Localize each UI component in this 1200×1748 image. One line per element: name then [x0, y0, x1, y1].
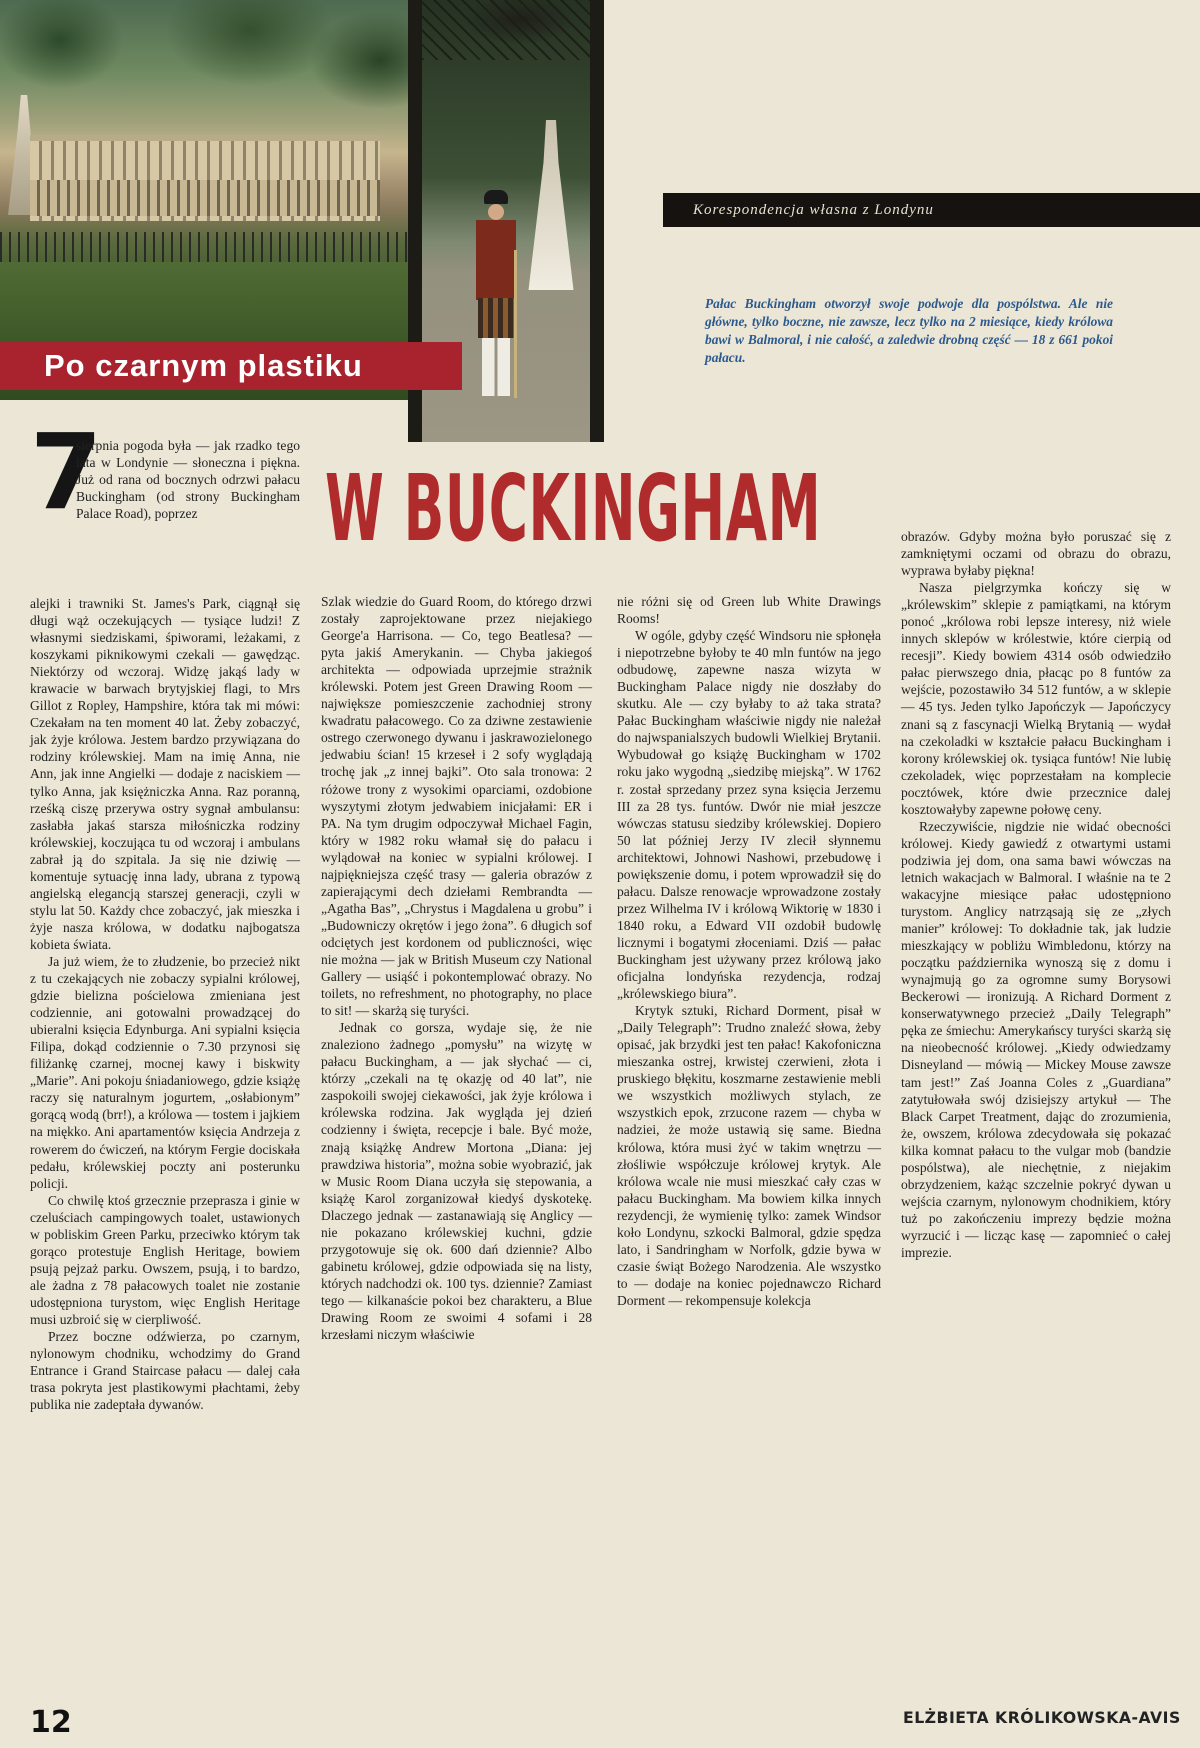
paragraph: Jednak co gorsza, wydaje się, że nie znaleziono żadnego „pomysłu” na wizytę w pałacu Buckingham, a — jak słychać — ci, którzy „czekali na tę okazję od 40 lat”, nie zaspokoili swojej ciekawości, jak żyje królowa i królewska rodzina. Jak wygląda jej dzień codzienny i święta, recepcje i bale. Być może, znają książkę Andrew Mortona „Diana: jej prawdziwa historia”, można sobie wyobrazić, jak w Music Room Diana uczyła się stepowania, a książę Karol zorganizował kiedyś dyskotekę. Dlaczego jednak — zastanawiają się Anglicy — nie pokazano królewskiej kuchni, gdzie przygotowuje się ok. 600 dań dziennie? Albo gabinetu królowej, gdzie odpowiada się na listy, których nadchodzi ok. 100 tys. dziennie? Zamiast tego — kilkanaście pokoi bez charakteru, a Blue Drawing Room ze swoimi 4 sofami i 28 krzesłami niczym właściwie: [321, 1020, 592, 1343]
column-4: [901, 528, 1171, 1261]
drop-cap: 7: [30, 411, 103, 533]
article-headline: W BUCKINGHAM: [325, 455, 822, 562]
column-1: [30, 595, 300, 1413]
correspondence-label: Korespondencja własna z Londynu: [663, 193, 1200, 227]
column-3: [617, 593, 881, 1309]
article-lead: Pałac Buckingham otworzył swoje podwoje dla pospólstwa. Ale nie główne, tylko boczne, nie zawsze, lecz tylko na 2 miesiące, kiedy królowa bawi w Balmoral, i nie całość, a zaledwie drobną część — 18 z 661 pokoi pałacu.: [705, 296, 1113, 365]
photo-trees: [0, 0, 408, 130]
paragraph: alejki i trawniki St. James's Park, ciągnął się długi wąż oczekujących — tysiące ludzi! Z własnymi siedziskami, śpiworami, leżakami, z koszykami piknikowymi czekali — gawędząc. Niektórzy od wczoraj. Widzę jakąś lady w krawacie w barwach brytyjskiej flagi, to Mrs Gillot z Ropley, Hampshire, która tak mi mówi: Czekałam na ten moment 40 lat. Żeby zobaczyć, jak żyje królowa. Jestem bardzo przywiązana do rodziny królewskiej. Mam na imię Anna, nie Ann, jak inne Angielki — dodaje z naciskiem — tylko Anna, jak księżniczka Anna. Raz poranną, rześką ciszę przerywa ostry sygnał ambulansu: zasłabła jakaś starsza miłośniczka rodziny królewskiej, koczująca tu od wczoraj i ambulans zabrał ją do szpitala. Ja się nie dziwię — komentuje sytuację inna lady, ubrana z typową angielską elegancją starszej generacji, czyli w stylu lat 50. Każdy chce zobaczyć, jak mieszka i żyje nasza królowa, w dodatku najbogatsza kobieta świata.: [30, 596, 300, 952]
paragraph: Nasza pielgrzymka kończy się w „królewskim” sklepie z pamiątkami, na którym ponoć „królowa robi lepsze interesy, niż wiele innych sklepów w królestwie, które cierpią od recesji”. Kiedy bowiem 4314 osób odwiedziło pałac pierwszego dnia, płacąc po 8 funtów za wejście, pozostawiło 34 512 funtów, a w sklepie — 45 tys. Jeden tylko Japończyk — Japończycy znani są z fascynacji Wielką Brytanią — wydał na czekoladki w kształcie pałacu Buckingham i korony królewskiej ok. tysiąca funtów! Nie lubię czekoladek, więc poprzestałam na komplecie pocztówek, które dwie przecznice dalej kosztowałyby zapewne połowę ceny.: [901, 580, 1171, 817]
paragraph: nie różni się od Green lub White Drawings Rooms!: [617, 594, 881, 627]
page-number: 12: [30, 1705, 72, 1740]
photo-buckingham-palace: [0, 0, 408, 400]
paragraph: Krytyk sztuki, Richard Dorment, pisał w „Daily Telegraph”: Trudno znaleźć słowa, żeby opisać, jak brzydki jest ten pałac! Kakofoniczna mieszanka ostrej, krwistej czerwieni, złota i pruskiego błękitu, koszmarne zestawienie mebli we wszystkich możliwych stylach, ze wszystkich epok, zrzucone razem — chyba w nadziei, że może ustawią się same. Biedna królowa, która musi żyć w takim wnętrzu — złośliwie współczuje królowej krytyk. Ale królowa wcale nie musi mieszkać cały czas w pałacu Buckingham. Ma bowiem kilka innych rezydencji, że wymienię tylko: zamek Windsor koło Londynu, szkocki Balmoral, gdzie spędza lato, i Sandringham w Norfolk, gdzie bywa w czasie świąt Bożego Narodzenia. Ale wszystko to — dodaje na koniec pojednawczo Richard Dorment — rekompensuje kolekcja: [617, 1003, 881, 1308]
paragraph: Przez boczne odźwierza, po czarnym, nylonowym chodniku, wchodzimy do Grand Entrance i Grand Staircase pałacu — dalej cała trasa pokryta jest plastikowymi płachtami, żeby publika nie zadeptała dywanów.: [30, 1329, 300, 1413]
paragraph: Szlak wiedzie do Guard Room, do którego drzwi zostały zaprojektowane przez niejakiego George'a Harrisona. — Co, tego Beatlesa? — pyta jakiś Amerykanin. — Chyba jakiegoś architekta — odpowiada uprzejmie strażnik królewski. Potem jest Green Drawing Room — największe pomieszczenie zachodniej strony kwadratu pałacowego. Co za dziwne zestawienie ostrego czerwonego dywanu i jaskrawozielonego jedwabiu ścian! 15 krzeseł i 2 sofy wyglądają trochę jak „z innej bajki”. Oto sala tronowa: 2 różowe trony z wysokimi oparciami, ozdobione wyszytymi złotym jedwabiem inicjałami: ER i PA. Na tym drugim odpoczywał Michael Fagin, który w 1982 roku włamał się do pałacu i wylądował na koniec w sypialni królowej. I najpiękniejsza część trasy — galeria obrazów z zapierającymi dech dziełami Rembrandta — „Agatha Bas”, „Chrystus i Magdalena u grobu” i „Budowniczy okrętów i jego żona”. 6 długich sof odciętych jest kordonem od publiczności, więc nie można — jak w British Museum czy National Gallery — usiąść i pokontemplować obrazy. No toilets, no refreshment, no photography, no place to sit! — skarżą się turyści.: [321, 594, 592, 1019]
author-byline: ELŻBIETA KRÓLIKOWSKA-AVIS: [903, 1708, 1181, 1727]
paragraph: Co chwilę ktoś grzecznie przeprasza i ginie w czeluściach campingowych toalet, ustawionych w pobliskim Green Parku, przeciwko którym tak gorąco protestuje English Heritage, bowiem psują pejzaż parku. Owszem, psują, i to bardzo, ale żadna z 78 pałacowych toalet nie zostanie udostępniona turystom, więc English Heritage musi uzbroić się w cierpliwość.: [30, 1192, 300, 1327]
paragraph: sierpnia pogoda była — jak rzadko tego lata w Londynie — słoneczna i piękna. Już od rana od bocznych odrzwi pałacu Buckingham (od strony Buckingham Palace Road), poprzez: [76, 438, 300, 522]
photo-palace-windows: [30, 180, 380, 216]
column-2: [321, 593, 592, 1343]
photo-fence: [0, 232, 408, 262]
paragraph: Rzeczywiście, nigdzie nie widać obecności królowej. Kiedy gawiedź z otwartymi ustami podziwia jej dom, ona sama bawi wówczas na letnich wakacjach w Balmoral. I właśnie na te 2 wakacyjne miesiące pałac udostępniono turystom. Anglicy natrząsają się ze „złych manier” królowej: To dokładnie tak, jak ludzie mieszkający w pobliżu Wimbledonu, którzy na początku października wynoszą się z domu i wynajmują go za ogromne sumy Borysowi Beckerowi — ironizują. A Richard Dorment z konserwatywnego przecież „Daily Telegraph” pęka ze śmiechu: Amerykańscy turyści skarżą się na nieobecność królowej. „Kiedy odwiedzamy Disneyland — mówią — Mickey Mouse zawsze tam jest!” Zaś Joanna Coles z „Guardiana” zatytułowała swój dzisiejszy artykuł — The Black Carpet Treatment, dając do zrozumienia, że, owszem, królowa zdecydowała się pokazać kilka komnat pałacu to the vulgar mob (bandzie pospólstwa), ale niechętnie, z niejakim obrzydzeniem, każąc szczelnie pokryć dywan u wejścia czarnym, nylonowym chodnikiem, który tuż po zakończeniu imprezy będzie można wyrzucić i — licząc kasę — zapomnieć o całej imprezie.: [901, 818, 1171, 1260]
article-title: Po czarnym plastiku: [0, 342, 462, 390]
photo-guard-figure: [474, 190, 518, 400]
paragraph: Ja już wiem, że to złudzenie, bo przecież nikt z tu czekających nie zobaczy sypialni królowej, gdzie bielizna pościelowa zmieniana jest codziennie, ani gotowalni prowadzącej do ubieralni księcia Edynburga. Ani sypialni księcia Filipa, dokąd codziennie o 7.30 przynosi się filiżankę czarnej, mocnej kawy i biskwity „Marie”. Ani pokoju śniadaniowego, gdzie książę raczy się naturalnym jogurtem, „osłabionym” gorącą wodą (brr!), a królowa — tostem i jajkiem na miękko. Ani apartamentów księcia Andrzeja z rowerem do ćwiczeń, na którym Fergie dociskała pedału, królewskiej poczty ani posterunku policji.: [30, 953, 300, 1191]
paragraph: obrazów. Gdyby można było poruszać się z zamkniętymi oczami od obrazu do obrazu, wyprawa byłaby piękna!: [901, 529, 1171, 579]
column-1-intro: [76, 437, 300, 522]
paragraph: W ogóle, gdyby część Windsoru nie spłonęła i niepotrzebne byłoby te 40 mln funtów na jego odbudowę, zapewne nasza wizyta w Buckingham Palace nigdy nie doszłaby do skutku. Ale — czy byłaby to aż taka strata? Pałac Buckingham właściwie nigdy nie należał do najwspanialszych budowli Wielkiej Brytanii. Wybudował go książę Buckingham w 1702 roku jako wygodną „siedzibę miejską”. W 1762 r. został sprzedany przez syna księcia Jerzemu III za 28 tys. funtów. Dwór nie miał jeszcze wówczas statusu siedziby królewskiej. Dopiero 50 lat później Jerzy IV zlecił słynnemu architektowi, Johnowi Nashowi, przebudowę i powiększenie domu, i potem wprowadził się do pałacu. Dalsze renowacje wprowadzone zostały przez Wilhelma IV i królową Wiktorię w 1830 i 1840 roku, a Edward VII ozdobił budowlę licznymi i bogatymi złoceniami. Dziś — pałac Buckingham jest używany przez królową jako oficjalna londyńska rezydencja, rodzaj „królewskiego biura”.: [617, 628, 881, 1002]
